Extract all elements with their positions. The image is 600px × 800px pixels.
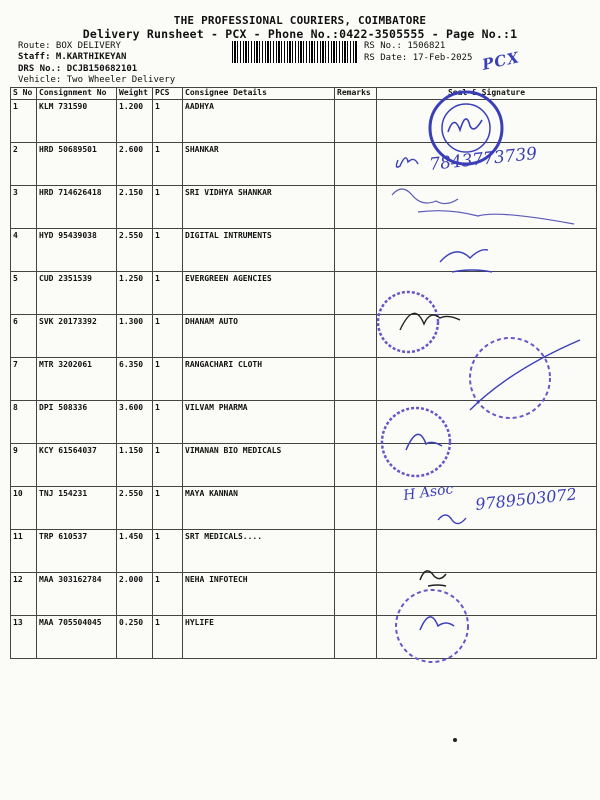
row-consignee: SRI VIDHYA SHANKAR [183, 186, 335, 229]
row-remarks [335, 186, 377, 229]
row-remarks [335, 229, 377, 272]
row-remarks [335, 487, 377, 530]
row-pcs: 1 [153, 100, 183, 143]
row-weight: 2.150 [117, 186, 153, 229]
row-sno: 11 [11, 530, 37, 573]
pcx-handwritten-mark: PCX [480, 48, 522, 74]
row-consignee: AADHYA [183, 100, 335, 143]
row-remarks [335, 315, 377, 358]
col-header-consignment: Consignment No [37, 88, 117, 100]
handwritten-phone-row11: 9789503072 [474, 484, 578, 514]
col-header-signature: Seal & Signature [377, 88, 597, 100]
row-consignment-no: MTR 3202061 [37, 358, 117, 401]
row-signature [377, 100, 597, 143]
row-consignee: HYLIFE [183, 616, 335, 659]
row-weight: 3.600 [117, 401, 153, 444]
row-weight: 2.000 [117, 573, 153, 616]
row-weight: 0.250 [117, 616, 153, 659]
table-row [11, 143, 597, 186]
row-sno: 8 [11, 401, 37, 444]
col-header-sno: S No [11, 88, 37, 100]
row-signature [377, 272, 597, 315]
row-pcs: 1 [153, 272, 183, 315]
handwritten-phone-row2: 7843773739 [428, 143, 539, 175]
row-signature [377, 401, 597, 444]
row-consignment-no: HRD 714626418 [37, 186, 117, 229]
row-sno: 2 [11, 143, 37, 186]
handwritten-asoc: H Asoc [402, 481, 455, 504]
row-sno: 6 [11, 315, 37, 358]
row-pcs: 1 [153, 616, 183, 659]
row-signature [377, 573, 597, 616]
col-header-pcs: PCS [153, 88, 183, 100]
row-pcs: 1 [153, 315, 183, 358]
row-remarks [335, 616, 377, 659]
row-pcs: 1 [153, 401, 183, 444]
row-consignment-no: SVK 20173392 [37, 315, 117, 358]
row-consignment-no: TNJ 154231 [37, 487, 117, 530]
row-remarks [335, 530, 377, 573]
row-remarks [335, 143, 377, 186]
col-header-weight: Weight [117, 88, 153, 100]
row-consignee: SRT MEDICALS.... [183, 530, 335, 573]
row-weight: 1.300 [117, 315, 153, 358]
table-row [11, 229, 597, 272]
row-pcs: 1 [153, 487, 183, 530]
row-sno: 13 [11, 616, 37, 659]
row-consignee: RANGACHARI CLOTH [183, 358, 335, 401]
row-sno: 9 [11, 444, 37, 487]
rs-date: RS Date: 17-Feb-2025 [364, 53, 473, 63]
row-consignment-no: KCY 61564037 [37, 444, 117, 487]
barcode [232, 41, 358, 63]
row-consignee: MAYA KANNAN [183, 487, 335, 530]
row-signature [377, 444, 597, 487]
table-row [11, 530, 597, 573]
row-signature [377, 143, 597, 186]
row-signature [377, 315, 597, 358]
row-signature [377, 487, 597, 530]
drs-number: DRS No.: DCJB150682101 [18, 64, 138, 74]
vehicle-label: Vehicle: Two Wheeler Delivery [18, 75, 176, 85]
row-signature [377, 358, 597, 401]
runsheet-table [10, 87, 597, 659]
row-sno: 3 [11, 186, 37, 229]
row-signature [377, 530, 597, 573]
row-consignment-no: TRP 610537 [37, 530, 117, 573]
row-consignment-no: HYD 95439038 [37, 229, 117, 272]
table-row [11, 100, 597, 143]
row-remarks [335, 573, 377, 616]
row-signature [377, 616, 597, 659]
row-signature [377, 186, 597, 229]
row-pcs: 1 [153, 573, 183, 616]
row-pcs: 1 [153, 358, 183, 401]
row-pcs: 1 [153, 143, 183, 186]
row-consignee: VIMANAN BIO MEDICALS [183, 444, 335, 487]
table-row [11, 401, 597, 444]
table-row [11, 186, 597, 229]
row-consignee: DIGITAL INTRUMENTS [183, 229, 335, 272]
row-consignment-no: MAA 705504045 [37, 616, 117, 659]
row-consignment-no: HRD 50689501 [37, 143, 117, 186]
row-remarks [335, 401, 377, 444]
row-weight: 2.550 [117, 487, 153, 530]
table-row [11, 272, 597, 315]
row-signature [377, 229, 597, 272]
row-weight: 6.350 [117, 358, 153, 401]
row-sno: 12 [11, 573, 37, 616]
col-header-consignee: Consignee Details [183, 88, 335, 100]
row-remarks [335, 272, 377, 315]
row-consignee: SHANKAR [183, 143, 335, 186]
row-consignee: EVERGREEN AGENCIES [183, 272, 335, 315]
row-pcs: 1 [153, 444, 183, 487]
row-remarks [335, 358, 377, 401]
row-sno: 4 [11, 229, 37, 272]
row-weight: 2.600 [117, 143, 153, 186]
table-row [11, 358, 597, 401]
row-consignee: NEHA INFOTECH [183, 573, 335, 616]
row-pcs: 1 [153, 229, 183, 272]
runsheet-subtitle: Delivery Runsheet - PCX - Phone No.:0422-3505555 - Page No.:1 [82, 27, 518, 41]
row-consignment-no: CUD 2351539 [37, 272, 117, 315]
table-row [11, 616, 597, 659]
row-weight: 1.450 [117, 530, 153, 573]
row-consignee: VILVAM PHARMA [183, 401, 335, 444]
row-weight: 1.250 [117, 272, 153, 315]
table-row [11, 315, 597, 358]
route-label: Route: BOX DELIVERY [18, 41, 121, 51]
rs-number: RS No.: 1506821 [364, 41, 446, 51]
row-sno: 7 [11, 358, 37, 401]
row-weight: 1.200 [117, 100, 153, 143]
row-pcs: 1 [153, 186, 183, 229]
table-row [11, 573, 597, 616]
table-header-row [11, 88, 597, 100]
company-title: THE PROFESSIONAL COURIERS, COIMBATORE [173, 14, 427, 27]
row-remarks [335, 444, 377, 487]
staff-label: Staff: M.KARTHIKEYAN [18, 52, 127, 62]
table-row [11, 444, 597, 487]
row-weight: 2.550 [117, 229, 153, 272]
table-row [11, 487, 597, 530]
row-consignment-no: KLM 731590 [37, 100, 117, 143]
row-sno: 1 [11, 100, 37, 143]
row-sno: 10 [11, 487, 37, 530]
row-remarks [335, 100, 377, 143]
row-weight: 1.150 [117, 444, 153, 487]
row-consignee: DHANAM AUTO [183, 315, 335, 358]
row-consignment-no: MAA 303162784 [37, 573, 117, 616]
row-consignment-no: DPI 508336 [37, 401, 117, 444]
row-sno: 5 [11, 272, 37, 315]
row-pcs: 1 [153, 530, 183, 573]
col-header-remarks: Remarks [335, 88, 377, 100]
